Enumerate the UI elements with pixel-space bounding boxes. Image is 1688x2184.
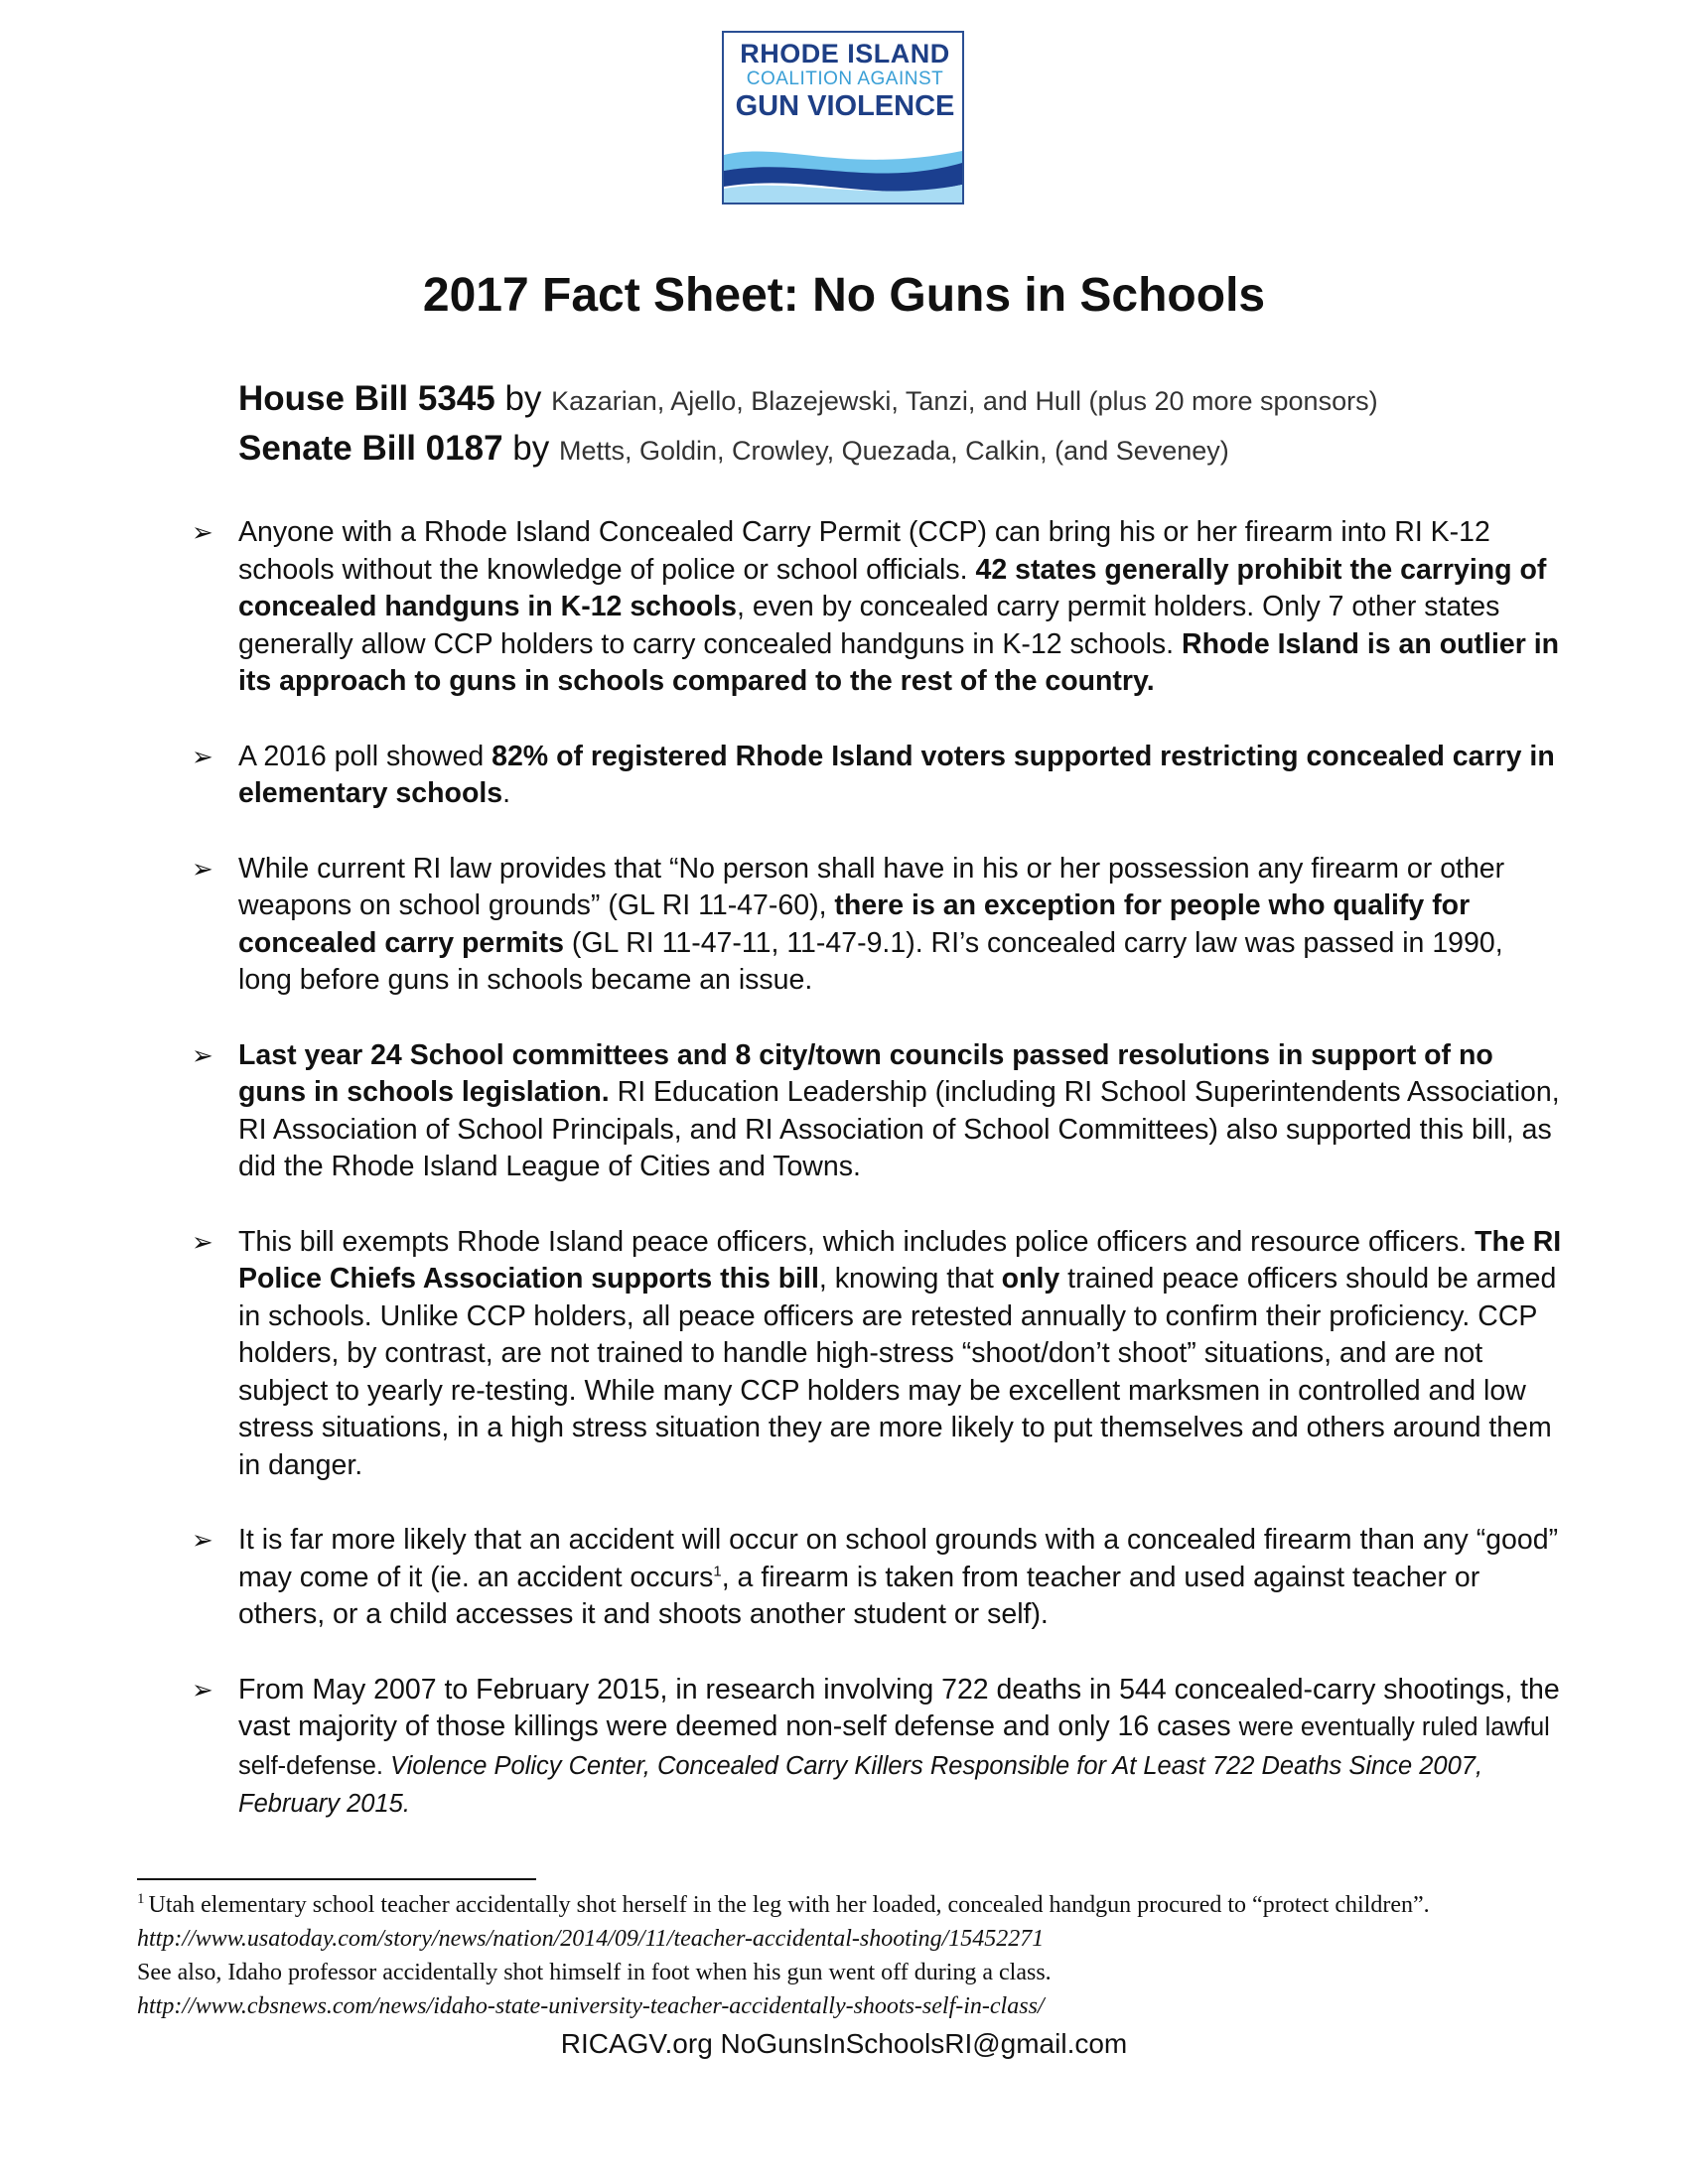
footnote-link[interactable]: http://www.usatoday.com/story/news/nation/2014/09/11/teacher-accidental-shooting/15452271 bbox=[137, 1926, 1045, 1952]
footnote-text: See also, Idaho professor accidentally shot himself in foot when his gun went off during a class. bbox=[137, 1960, 1052, 1985]
bill-by: by bbox=[504, 379, 542, 418]
wave-icon bbox=[724, 145, 962, 203]
citation: Violence Policy Center, Concealed Carry Killers Responsible for At Least 722 Deaths Since 2007, February 2015. bbox=[238, 1751, 1483, 1818]
bold-text: 82% of registered Rhode Island voters supported restricting concealed carry in elementary schools bbox=[238, 740, 1555, 809]
text: RI Education Leadership (including RI School Superintendents Association, RI Association of School Principals, and RI Association of School Committees) also supported this bill, as did the Rhode Island League of Cities and Towns. bbox=[238, 1076, 1560, 1182]
text: A 2016 poll showed bbox=[238, 740, 492, 772]
text: , knowing that bbox=[818, 1263, 1002, 1295]
text: . bbox=[502, 777, 511, 809]
bill-name: Senate Bill 0187 bbox=[238, 429, 503, 468]
text: It is far more likely that an accident will occur on school grounds with a concealed firearm than any “good” may come of it (ie. an accident occurs bbox=[238, 1524, 1559, 1593]
arrow-bullet-icon: ➢ bbox=[192, 1674, 213, 1705]
text: trained peace officers should be armed in schools. Unlike CCP holders, all peace officers are retested annually to confirm their proficiency. CCP holders, by contrast, are not trained to handle high-stress “shoot/don’t shoot” situations, and are not subject to yearly re-testing. While many CCP holders may be excellent marksmen in controlled and low stress situations, in a high stress situation they are more likely to put themselves and others around them in danger. bbox=[238, 1263, 1557, 1481]
bold-text: only bbox=[1001, 1263, 1060, 1295]
logo-text bbox=[734, 39, 956, 122]
footnote-number: 1 bbox=[137, 1891, 145, 1907]
footnote bbox=[137, 1888, 1567, 2023]
arrow-bullet-icon: ➢ bbox=[192, 1039, 213, 1070]
logo-line-3: GUN VIOLENCE bbox=[735, 89, 955, 122]
footer-contact: RICAGV.org NoGunsInSchoolsRI@gmail.com bbox=[560, 2028, 1128, 2059]
bill-sponsors: Metts, Goldin, Crowley, Quezada, Calkin, (and Seveney) bbox=[558, 436, 1229, 466]
bill-sponsors: Kazarian, Ajello, Blazejewski, Tanzi, and Hull (plus 20 more sponsors) bbox=[551, 386, 1378, 416]
bold-text: The RI Police Chiefs Association supports this bill bbox=[238, 1225, 1562, 1295]
footnote-ref: 1 bbox=[713, 1563, 722, 1579]
arrow-bullet-icon: ➢ bbox=[192, 1525, 213, 1555]
bold-text: Last year 24 School committees and 8 city/town councils passed resolutions in support of no guns in schools legislation. bbox=[238, 1038, 1493, 1108]
page-title: 2017 Fact Sheet: No Guns in Schools bbox=[422, 269, 1266, 322]
footnote-text: Utah elementary school teacher accidentally shot herself in the leg with her loaded, concealed handgun procured to “protect children”. bbox=[148, 1892, 1430, 1918]
text: From May 2007 to February 2015, in research involving 722 deaths in 544 concealed-carry shootings, the vast majority of those killings were deemed non-self defense and only 16 cases bbox=[238, 1673, 1560, 1742]
list-item bbox=[192, 514, 1562, 701]
bold-text: Rhode Island is an outlier in its approach to guns in schools compared to the rest of the country. bbox=[238, 627, 1560, 697]
bill-by: by bbox=[512, 429, 550, 468]
fact-list bbox=[192, 514, 1562, 1861]
text: Anyone with a Rhode Island Concealed Carry Permit (CCP) can bring his or her firearm into RI K-12 schools without the knowledge of police or school officials. bbox=[238, 516, 1490, 586]
list-item bbox=[192, 1672, 1562, 1824]
text: , even by concealed carry permit holders. Only 7 other states generally allow CCP holders to carry concealed handguns in K-12 schools. bbox=[238, 591, 1500, 660]
senate-bill-line bbox=[238, 425, 1378, 475]
list-item bbox=[192, 1522, 1562, 1634]
list-item bbox=[192, 851, 1562, 1000]
bill-name: House Bill 5345 bbox=[238, 379, 495, 418]
bold-text: 42 states generally prohibit the carrying of concealed handguns in K-12 schools bbox=[238, 553, 1547, 622]
bold-text: there is an exception for people who qualify for concealed carry permits bbox=[238, 889, 1471, 959]
bill-list bbox=[238, 375, 1378, 475]
list-item bbox=[192, 1224, 1562, 1485]
logo bbox=[722, 31, 964, 205]
arrow-bullet-icon: ➢ bbox=[192, 517, 213, 547]
small-text: were eventually ruled lawful self-defense. bbox=[238, 1713, 1550, 1780]
footnote-divider bbox=[137, 1878, 536, 1880]
text: While current RI law provides that “No person shall have in his or her possession any firearm or other weapons on school grounds” (GL RI 11-47-60), bbox=[238, 852, 1505, 921]
list-item bbox=[192, 739, 1562, 813]
house-bill-line bbox=[238, 375, 1378, 425]
logo-line-1: RHODE ISLAND bbox=[740, 39, 950, 68]
text: , a firearm is taken from teacher and used against teacher or others, or a child accesses it and shoots another student or self). bbox=[238, 1561, 1480, 1630]
arrow-bullet-icon: ➢ bbox=[192, 1226, 213, 1257]
logo-line-2: COALITION AGAINST bbox=[746, 68, 944, 90]
footnote-link[interactable]: http://www.cbsnews.com/news/idaho-state-university-teacher-accidentally-shoots-self-in-class/ bbox=[137, 1993, 1045, 2019]
text: This bill exempts Rhode Island peace officers, which includes police officers and resource officers. bbox=[238, 1225, 1476, 1258]
text: (GL RI 11-47-11, 11-47-9.1). RI’s concealed carry law was passed in 1990, long before guns in schools became an issue. bbox=[238, 926, 1503, 996]
arrow-bullet-icon: ➢ bbox=[192, 853, 213, 884]
list-item bbox=[192, 1037, 1562, 1186]
arrow-bullet-icon: ➢ bbox=[192, 741, 213, 771]
